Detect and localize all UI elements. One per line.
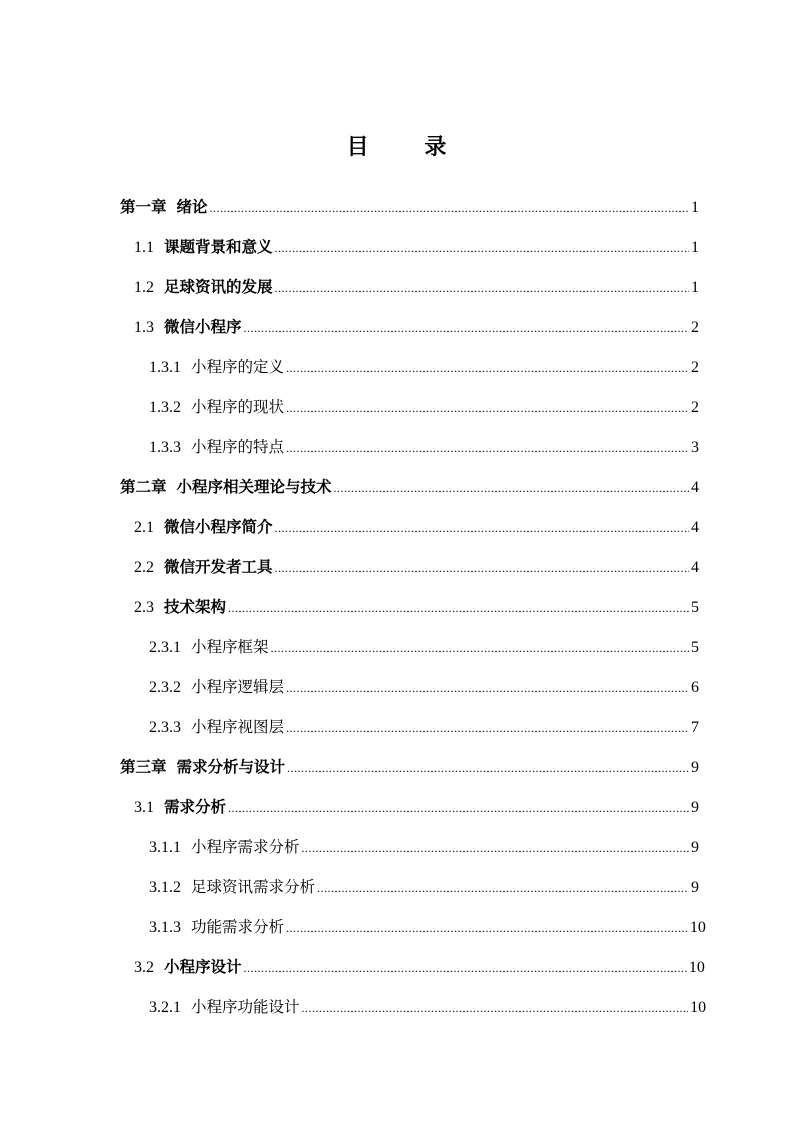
toc-entry-page: 9 <box>691 759 699 776</box>
toc-entry-heading: 微信小程序 <box>164 318 242 336</box>
toc-entry-2-1[interactable] <box>134 514 699 540</box>
toc-entry-heading: 微信小程序简介 <box>164 518 273 536</box>
toc-dot-leader <box>286 355 689 381</box>
toc-entry-2-3-2[interactable] <box>149 674 699 700</box>
toc-entry-page: 1 <box>691 279 699 296</box>
toc-entry-page: 5 <box>691 639 699 656</box>
toc-entry-page: 4 <box>691 559 699 576</box>
toc-entry-number: 1.3.2 <box>149 399 181 416</box>
toc-entry-page: 4 <box>691 479 699 496</box>
toc-entry-heading: 小程序功能设计 <box>191 998 300 1016</box>
toc-dot-leader <box>210 195 689 221</box>
toc-dot-leader <box>244 955 687 981</box>
toc-dot-leader <box>317 875 689 901</box>
toc-entry-heading: 小程序的定义 <box>191 358 285 376</box>
toc-entry-number: 第二章 <box>120 478 167 496</box>
toc-dot-leader <box>275 515 689 541</box>
toc-entry-number: 3.2.1 <box>149 999 181 1016</box>
toc-entry-heading: 小程序需求分析 <box>191 838 300 856</box>
toc-entry-heading: 小程序逻辑层 <box>191 678 285 696</box>
toc-entry-number: 2.1 <box>134 519 154 536</box>
toc-entry-1-3-3[interactable] <box>149 434 699 460</box>
toc-entry-page: 4 <box>691 519 699 536</box>
toc-dot-leader <box>334 475 689 501</box>
toc-dot-leader <box>302 995 689 1021</box>
toc-dot-leader <box>275 555 689 581</box>
toc-entry-2-3-3[interactable] <box>149 714 699 740</box>
toc-entry-chapter-3[interactable] <box>120 754 699 780</box>
toc-entry-heading: 足球资讯需求分析 <box>191 878 316 896</box>
toc-entry-page: 10 <box>689 919 706 936</box>
toc-entry-heading: 小程序的特点 <box>191 438 285 456</box>
toc-entry-heading: 课题背景和意义 <box>164 238 273 256</box>
toc-entry-3-2-1[interactable] <box>149 994 707 1020</box>
toc-entry-page: 2 <box>691 319 699 336</box>
toc-entry-page: 3 <box>691 439 699 456</box>
toc-entry-page: 2 <box>691 399 699 416</box>
toc-entry-page: 6 <box>691 679 699 696</box>
toc-entry-heading: 小程序相关理论与技术 <box>176 478 332 496</box>
toc-entry-1-3[interactable] <box>134 314 699 340</box>
toc-dot-leader <box>275 235 689 261</box>
toc-entry-number: 2.3.2 <box>149 679 181 696</box>
toc-entry-heading: 小程序设计 <box>164 958 242 976</box>
toc-entry-heading: 微信开发者工具 <box>164 558 273 576</box>
toc-dot-leader <box>228 595 689 621</box>
toc-entry-page: 9 <box>691 879 699 896</box>
toc-dot-leader <box>286 915 688 941</box>
toc-entry-number: 2.2 <box>134 559 154 576</box>
toc-entry-3-2[interactable] <box>134 954 705 980</box>
toc-entry-3-1-3[interactable] <box>149 914 706 940</box>
toc-entry-number: 1.3.3 <box>149 439 181 456</box>
toc-entry-page: 2 <box>691 359 699 376</box>
toc-entry-2-2[interactable] <box>134 554 699 580</box>
toc-entry-number: 2.3.3 <box>149 719 181 736</box>
toc-entry-2-3[interactable] <box>134 594 699 620</box>
toc-entry-3-1[interactable] <box>134 794 699 820</box>
toc-entry-page: 1 <box>691 239 699 256</box>
toc-entry-number: 第三章 <box>120 758 167 776</box>
toc-entry-heading: 足球资讯的发展 <box>164 278 273 296</box>
toc-dot-leader <box>286 435 689 461</box>
toc-dot-leader <box>244 315 689 341</box>
toc-entry-page: 5 <box>691 599 699 616</box>
toc-entry-heading: 绪论 <box>176 198 208 216</box>
toc-entry-heading: 功能需求分析 <box>191 918 285 936</box>
toc-entry-number: 3.1.1 <box>149 839 181 856</box>
toc-entry-1-1[interactable] <box>134 234 699 260</box>
toc-dot-leader <box>228 795 689 821</box>
toc-entry-2-3-1[interactable] <box>149 634 699 660</box>
toc-entry-heading: 需求分析与设计 <box>176 758 286 776</box>
toc-entry-page: 10 <box>690 999 707 1016</box>
toc-dot-leader <box>287 755 689 781</box>
toc-entry-heading: 技术架构 <box>164 598 227 616</box>
toc-entry-3-1-2[interactable] <box>149 874 699 900</box>
toc-title: 目 录 <box>346 135 471 160</box>
toc-entry-page: 1 <box>691 199 699 216</box>
toc-entry-number: 2.3.1 <box>149 639 181 656</box>
toc-dot-leader <box>286 395 689 421</box>
toc-entry-number: 1.1 <box>134 239 154 256</box>
toc-entry-number: 1.3.1 <box>149 359 181 376</box>
toc-entry-page: 9 <box>691 799 699 816</box>
toc-entry-number: 1.2 <box>134 279 154 296</box>
toc-entry-number: 第一章 <box>120 198 167 216</box>
toc-dot-leader <box>271 635 689 661</box>
toc-entry-number: 2.3 <box>134 599 154 616</box>
toc-dot-leader <box>286 675 689 701</box>
toc-entry-1-2[interactable] <box>134 274 699 300</box>
toc-entry-3-1-1[interactable] <box>149 834 699 860</box>
toc-dot-leader <box>286 715 689 741</box>
toc-entry-1-3-1[interactable] <box>149 354 699 380</box>
toc-entry-chapter-1[interactable] <box>120 194 699 220</box>
toc-entry-1-3-2[interactable] <box>149 394 699 420</box>
toc-entry-page: 10 <box>688 959 705 976</box>
toc-dot-leader <box>275 275 689 301</box>
toc-entry-number: 1.3 <box>134 319 154 336</box>
toc-dot-leader <box>302 835 689 861</box>
toc-entry-heading: 小程序的现状 <box>191 398 285 416</box>
toc-entry-number: 3.1 <box>134 799 154 816</box>
toc-entry-number: 3.1.2 <box>149 879 181 896</box>
toc-entry-number: 3.1.3 <box>149 919 181 936</box>
toc-entry-heading: 小程序框架 <box>191 638 269 656</box>
toc-entry-page: 7 <box>691 719 699 736</box>
toc-entry-page: 9 <box>691 839 699 856</box>
toc-entry-chapter-2[interactable] <box>120 474 699 500</box>
toc-entry-heading: 需求分析 <box>164 798 227 816</box>
toc-entry-heading: 小程序视图层 <box>191 718 285 736</box>
toc-entry-number: 3.2 <box>134 959 154 976</box>
